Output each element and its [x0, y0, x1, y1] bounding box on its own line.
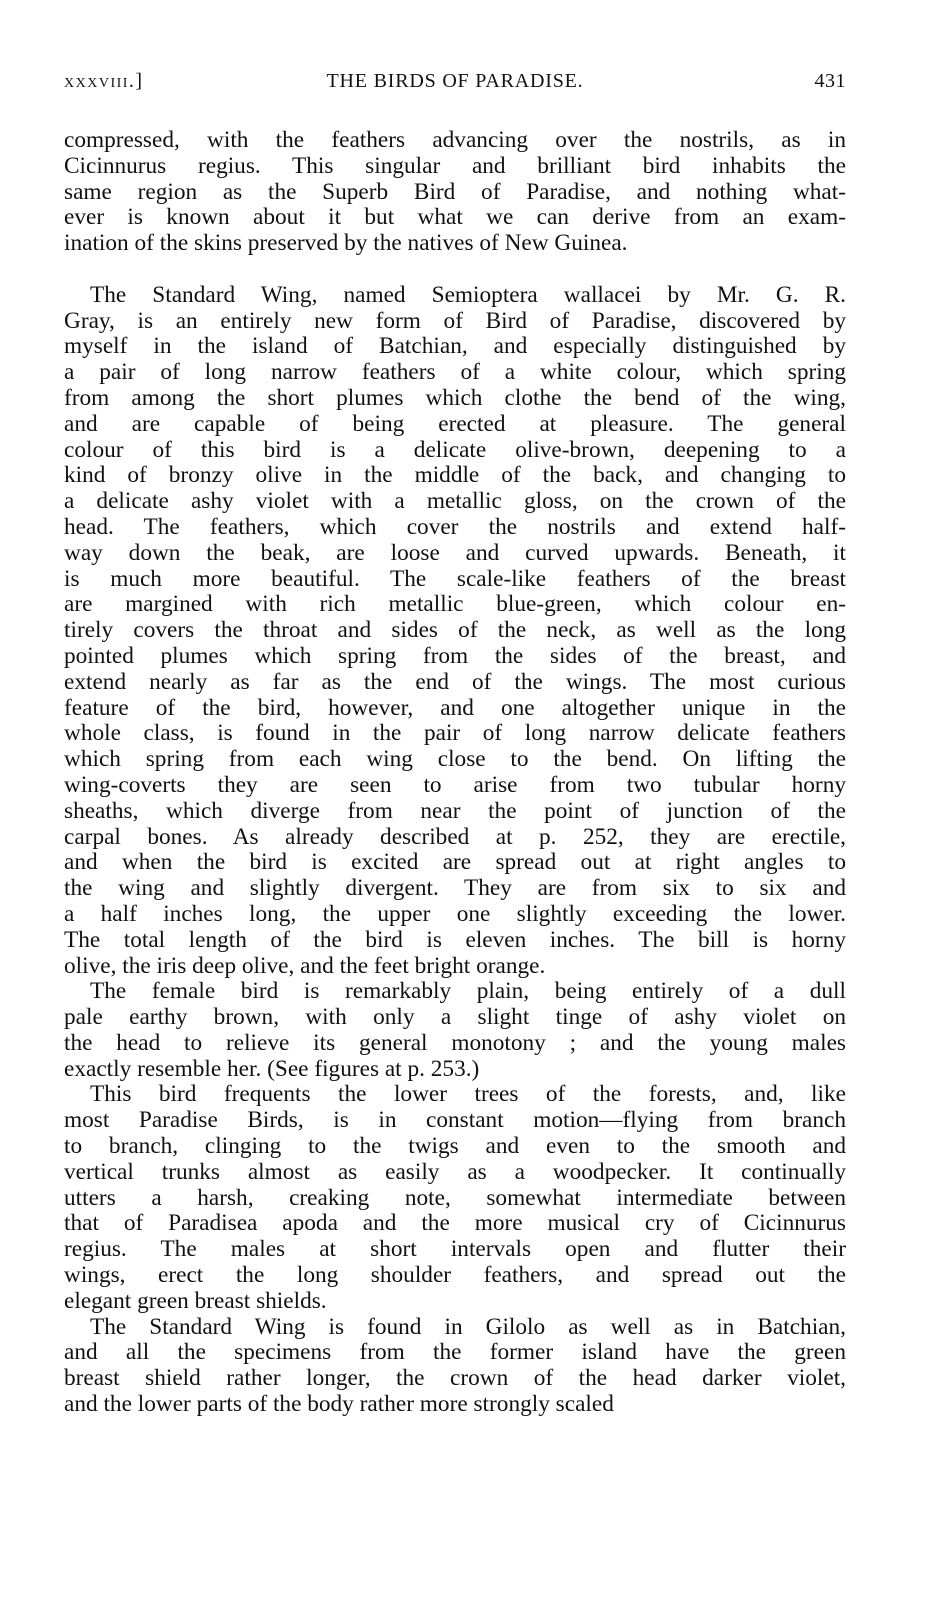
text-line: whole class, is found in the pair of long narrow delicate feathers: [64, 720, 846, 747]
text-line: and are capable of being erected at pleasure. The general: [64, 410, 846, 437]
text-line: tirely covers the throat and sides of the neck, as well as the long: [64, 617, 846, 644]
text-line: wing-coverts they are seen to arise from two tubular horny: [64, 771, 846, 798]
paragraph: [64, 128, 846, 257]
text-line: kind of bronzy olive in the middle of the back, and changing to: [64, 462, 846, 489]
text-line: myself in the island of Batchian, and especially distinguished by: [64, 333, 846, 360]
text-line: the wing and slightly divergent. They are from six to six and: [64, 875, 846, 902]
text-line: sheaths, which diverge from near the point of junction of the: [64, 797, 846, 824]
paragraph: [64, 283, 846, 980]
text-line: are margined with rich metallic blue-green, which colour en-: [64, 591, 846, 618]
text-line: The Standard Wing, named Semioptera wallacei by Mr. G. R.: [90, 281, 846, 308]
running-head: [64, 70, 846, 98]
paragraph: [64, 1082, 846, 1314]
text-line: breast shield rather longer, the crown of the head darker violet,: [64, 1365, 846, 1392]
text-line: extend nearly as far as the end of the wings. The most curious: [64, 668, 846, 695]
text-line: The Standard Wing is found in Gilolo as well as in Batchian,: [90, 1313, 846, 1340]
text-line: pointed plumes which spring from the sides of the breast, and: [64, 642, 846, 669]
text-line: wings, erect the long shoulder feathers, and spread out the: [64, 1262, 846, 1289]
text-line: ever is known about it but what we can derive from an exam-: [64, 204, 846, 231]
text-line: most Paradise Birds, is in constant motion—flying from branch: [64, 1107, 846, 1134]
text-line: and the lower parts of the body rather more strongly scaled: [64, 1391, 614, 1418]
text-line: compressed, with the feathers advancing over the nostrils, as in: [64, 127, 846, 153]
text-line: a pair of long narrow feathers of a white colour, which spring: [64, 359, 846, 386]
text-line: feature of the bird, however, and one altogether unique in the: [64, 694, 846, 721]
chapter-number: xxxviii.]: [64, 70, 144, 92]
text-line: which spring from each wing close to the bend. On lifting the: [64, 746, 846, 773]
page-number: 431: [814, 70, 846, 92]
paragraph: [64, 979, 846, 1082]
text-line: regius. The males at short intervals open and flutter their: [64, 1236, 846, 1263]
paragraph: [64, 1315, 846, 1418]
text-line: vertical trunks almost as easily as a woodpecker. It continually: [64, 1158, 846, 1185]
text-line: ination of the skins preserved by the natives of New Guinea.: [64, 230, 628, 257]
text-line: elegant green breast shields.: [64, 1287, 327, 1314]
text-line: way down the beak, are loose and curved upwards. Beneath, it: [64, 539, 846, 566]
text-line: head. The feathers, which cover the nostrils and extend half-: [64, 513, 846, 540]
text-line: and when the bird is excited are spread out at right angles to: [64, 849, 846, 876]
text-line: from among the short plumes which clothe the bend of the wing,: [64, 384, 846, 411]
text-line: colour of this bird is a delicate olive-brown, deepening to a: [64, 436, 846, 463]
text-line: Gray, is an entirely new form of Bird of Paradise, discovered by: [64, 307, 846, 334]
text-line: pale earthy brown, with only a slight tinge of ashy violet on: [64, 1004, 846, 1031]
body-text: [64, 128, 846, 1418]
text-line: and all the specimens from the former island have the green: [64, 1339, 846, 1366]
text-line: olive, the iris deep olive, and the feet bright orange.: [64, 952, 546, 979]
text-line: The female bird is remarkably plain, being entirely of a dull: [90, 978, 846, 1005]
text-line: a half inches long, the upper one slightly exceeding the lower.: [64, 900, 846, 927]
text-line: that of Paradisea apoda and the more musical cry of Cicinnurus: [64, 1210, 846, 1237]
text-line: The total length of the bird is eleven inches. The bill is horny: [64, 926, 846, 953]
text-line: exactly resemble her. (See figures at p. 253.): [64, 1055, 480, 1082]
text-line: This bird frequents the lower trees of the forests, and, like: [90, 1081, 846, 1108]
text-line: the head to relieve its general monotony ; and the young males: [64, 1029, 846, 1056]
text-line: is much more beautiful. The scale-like feathers of the breast: [64, 565, 846, 592]
text-line: a delicate ashy violet with a metallic gloss, on the crown of the: [64, 488, 846, 515]
text-line: utters a harsh, creaking note, somewhat intermediate between: [64, 1184, 846, 1211]
text-line: carpal bones. As already described at p. 252, they are erectile,: [64, 823, 846, 850]
text-line: same region as the Superb Bird of Paradise, and nothing what-: [64, 178, 846, 205]
paragraph-gap: [64, 257, 846, 283]
text-line: to branch, clinging to the twigs and even to the smooth and: [64, 1133, 846, 1160]
running-title: THE BIRDS OF PARADISE.: [326, 70, 584, 92]
text-line: Cicinnurus regius. This singular and brilliant bird inhabits the: [64, 152, 846, 179]
